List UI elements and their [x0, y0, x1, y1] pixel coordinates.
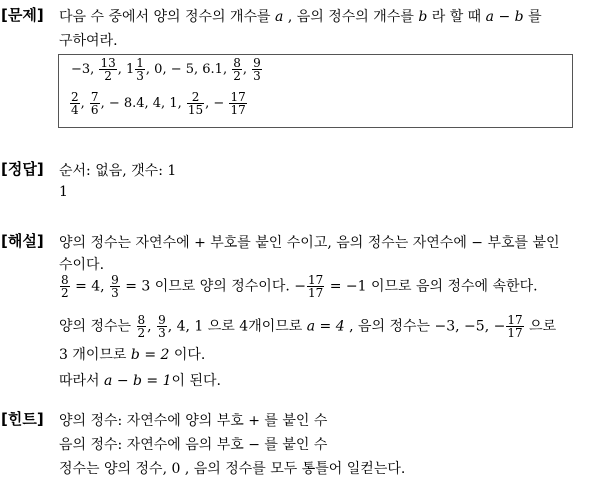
- explanation-line-2: 수이다.: [59, 257, 105, 273]
- explanation-line-1: 양의 정수는 자연수에 + 부호를 붙인 수이고, 음의 정수는 자연수에 − 부호를 붙인: [59, 235, 560, 251]
- problem-line-2: 구하여라.: [59, 33, 118, 49]
- problem-line-1: 다음 수 중에서 양의 정수의 개수를 a , 음의 정수의 개수를 b 라 할 때 a − b 를: [59, 9, 542, 25]
- fraction-17-17: $\frac{17}{17}$: [507, 313, 523, 340]
- explanation-line-3: $\frac{8}{2}$ = 4, $\frac{9}{3}$ = 3 이므로 양의 정수이다. − $\frac{17}{17}$ = −1 이므로 음의 정수에 속한다.: [61, 273, 538, 300]
- explanation-label: [해설]: [1, 232, 44, 250]
- number-list-row-1: −3, $\frac{13}{2}$ , 1 $\frac{1}{3}$ , 0, − 5, 6.1, $\frac{8}{2}$ , $\frac{9}{3}$: [71, 56, 261, 83]
- fraction-17-17: $\frac{17}{17}$: [307, 273, 324, 300]
- fraction-1-3: $\frac{1}{3}$: [136, 56, 144, 83]
- fraction-9-3: $\frac{9}{3}$: [158, 313, 166, 340]
- explanation-line-6: 따라서 a − b = 1이 된다.: [59, 373, 221, 389]
- var-a: a: [275, 9, 284, 25]
- problem-label: [문제]: [1, 6, 44, 24]
- expr-a-minus-b: a − b: [485, 9, 524, 25]
- answer-line-2: 1: [59, 184, 68, 200]
- explanation-line-4: 양의 정수는 $\frac{8}{2}$ , $\frac{9}{3}$ , 4, 1 으로 4개이므로 a = 4 , 음의 정수는 −3, −5, − $\frac{17}{17}$ 으로: [59, 313, 557, 340]
- number-list-row-2: $\frac{2}{4}$ , $\frac{7}{6}$ , − 8.4, 4, 1, $\frac{2}{15}$ , − $\frac{17}{17}$: [71, 90, 246, 117]
- fraction-8-2: $\frac{8}{2}$: [233, 56, 241, 83]
- fraction-13-2: $\frac{13}{2}$: [100, 56, 116, 83]
- explanation-line-5: 3 개이므로 b = 2 이다.: [59, 347, 206, 363]
- fraction-2-15: $\frac{2}{15}$: [187, 90, 204, 117]
- answer-line-1: 순서: 없음, 갯수: 1: [59, 163, 177, 179]
- fraction-2-4: $\frac{2}{4}$: [71, 90, 79, 117]
- fraction-9-3: $\frac{9}{3}$: [253, 56, 261, 83]
- var-b: b: [418, 9, 428, 25]
- hint-line-2: 음의 정수: 자연수에 음의 부호 − 를 붙인 수: [59, 437, 328, 453]
- hint-line-1: 양의 정수: 자연수에 양의 부호 + 를 붙인 수: [59, 413, 328, 429]
- answer-label: [정답]: [1, 160, 44, 178]
- fraction-8-2: $\frac{8}{2}$: [61, 273, 69, 300]
- fraction-8-2: $\frac{8}{2}$: [137, 313, 146, 340]
- fraction-9-3: $\frac{9}{3}$: [111, 273, 119, 300]
- fraction-17-17: $\frac{17}{17}$: [230, 90, 246, 117]
- number-list-box: [58, 54, 573, 128]
- hint-line-3: 정수는 양의 정수, 0 , 음의 정수를 모두 통틀어 일컫는다.: [59, 461, 406, 477]
- fraction-7-6: $\frac{7}{6}$: [90, 90, 99, 117]
- hint-label: [힌트]: [1, 410, 44, 428]
